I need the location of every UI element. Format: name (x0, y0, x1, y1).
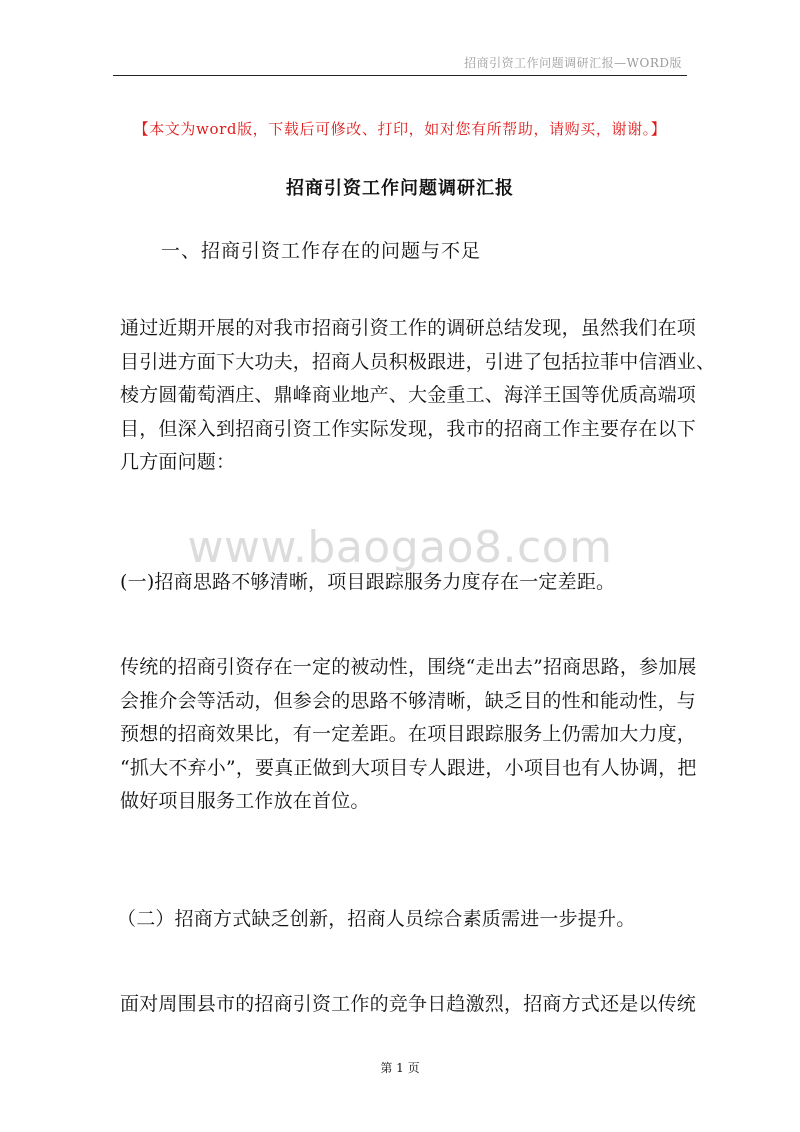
subsection-paragraph (120, 988, 697, 1022)
paragraph-line: 几方面问题： (120, 451, 236, 473)
paragraph-line: 传统的招商引资存在一定的被动性，围绕“走出去”招商思路，参加展 (120, 656, 697, 678)
paragraph-line: 做好项目服务工作放在首位。 (120, 790, 370, 812)
paragraph-line: “抓大不弃小”，要真正做到大项目专人跟进，小项目也有人协调，把 (120, 756, 697, 779)
running-header: 招商引资工作问题调研汇报—WORD版 (464, 56, 682, 70)
paragraph-line: 通过近期开展的对我市招商引资工作的调研总结发现，虽然我们在项 (120, 317, 697, 339)
intro-paragraph (120, 312, 716, 480)
subsection-paragraph (120, 651, 697, 819)
paragraph-line: 目，但深入到招商引资工作实际发现，我市的招商工作主要存在以下 (120, 417, 697, 440)
download-notice: 【本文为word版，下载后可修改、打印，如对您有所帮助，请购买，谢谢。】 (133, 120, 667, 138)
document-title: 招商引资工作问题调研汇报 (286, 178, 514, 199)
paragraph-line: 目引进方面下大功夫，招商人员积极跟进，引进了包括拉菲中信酒业、 (120, 350, 716, 373)
paragraph-line: 预想的招商效果比，有一定差距。在项目跟踪服务上仍需加大力度， (120, 723, 697, 745)
subsection-heading: (一)招商思路不够清晰，项目跟踪服务力度存在一定差距。 (120, 571, 616, 593)
header-divider (113, 75, 687, 76)
paragraph-line: 会推介会等活动，但参会的思路不够清晰，缺乏目的性和能动性，与 (120, 689, 697, 712)
page-number: 第 1 页 (380, 1061, 420, 1075)
section-heading: 一、招商引资工作存在的问题与不足 (161, 240, 482, 262)
subsection-heading: （二）招商方式缺乏创新，招商人员综合素质需进一步提升。 (117, 908, 636, 930)
watermark: www.baogao8.com (187, 522, 613, 573)
paragraph-line: 棱方圆葡萄酒庄、鼎峰商业地产、大金重工、海洋王国等优质高端项 (120, 384, 697, 406)
paragraph-line: 面对周围县市的招商引资工作的竞争日趋激烈，招商方式还是以传统 (120, 993, 697, 1015)
